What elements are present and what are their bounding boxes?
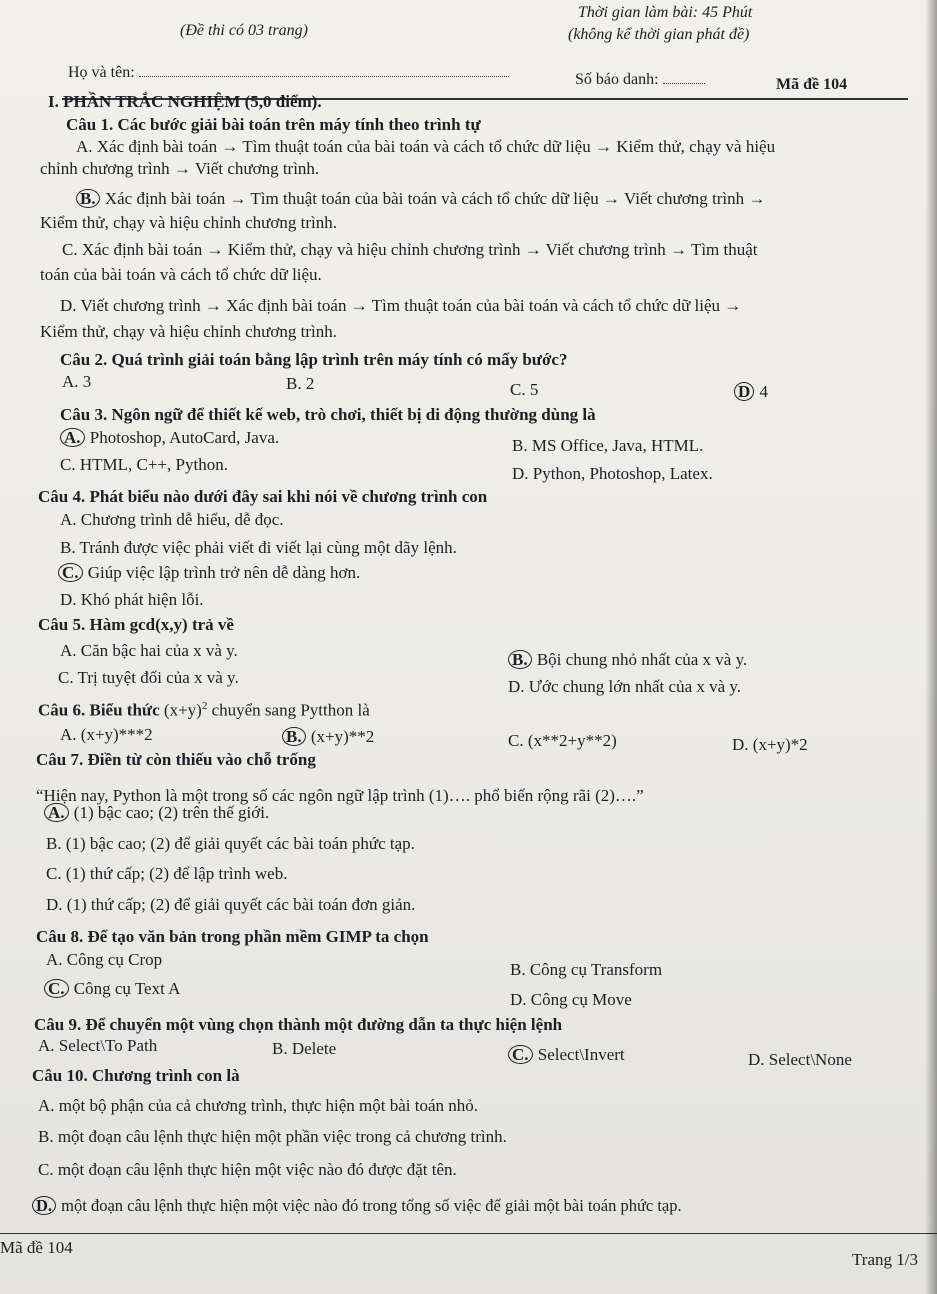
q7-selected-a: A. (44, 803, 69, 822)
q7-quote: “Hiện nay, Python là một trong số các ngôn ngữ lập trình (1)…. phổ biến rộng rãi (2)….” (36, 786, 644, 805)
q3-option-d: D. Python, Photoshop, Latex. (512, 464, 713, 483)
q1-stem: Câu 1. Các bước giải bài toán trên máy tính theo trình tự (66, 115, 481, 134)
q9-selected-c: C. (508, 1045, 533, 1064)
page-edge-shadow (925, 0, 937, 1294)
footer-page-number: Trang 1/3 (852, 1250, 918, 1269)
name-label: Họ và tên: (68, 64, 135, 81)
q4-stem: Câu 4. Phát biểu nào dưới đây sai khi nói về chương trình con (38, 487, 488, 506)
q6-stem: Câu 6. Biểu thức $(x+y)^2$ chuyển sang Pytthon là (38, 700, 370, 720)
q7-option-d: D. (1) thứ cấp; (2) để giải quyết các bài toán đơn giản. (46, 895, 416, 914)
q4-option-c: C. Giúp việc lập trình trở nên dễ dàng hơn. (58, 563, 360, 583)
q8-option-d: D. Công cụ Move (510, 990, 632, 1009)
q1-selected-b: B. (76, 189, 100, 208)
q6-option-d: D. (x+y)*2 (732, 735, 808, 754)
q1-option-c-line2: toán của bài toán và cách tổ chức dữ liệu. (40, 265, 322, 284)
time-label: Thời gian làm bài: 45 Phút (578, 4, 753, 21)
q1-option-a-line1: A. Xác định bài toán → Tìm thuật toán của bài toán và cách tổ chức dữ liệu → Kiểm thử, chạy và hiệu (76, 137, 776, 156)
q10-option-c: C. một đoạn câu lệnh thực hiện một việc nào đó được đặt tên. (38, 1160, 457, 1179)
q1-option-b-line2: Kiểm thử, chạy và hiệu chỉnh chương trình. (40, 213, 337, 232)
q6-option-b: B. (x+y)**2 (282, 727, 374, 747)
q10-option-b: B. một đoạn câu lệnh thực hiện một phần việc trong cả chương trình. (38, 1127, 507, 1146)
id-field (575, 71, 705, 89)
q9-option-b: B. Delete (272, 1039, 337, 1058)
name-blank (139, 76, 509, 77)
q10-selected-d: D. (32, 1196, 56, 1215)
q5-selected-b: B. (508, 650, 532, 669)
q5-option-c: C. Trị tuyệt đối của x và y. (58, 668, 239, 687)
pages-note: (Đề thi có 03 trang) (180, 22, 308, 39)
q10-option-d: D. một đoạn câu lệnh thực hiện một việc nào đó trong tổng số việc để giải một bài toán phức tạp. (32, 1196, 682, 1216)
q1-option-c-line1: C. Xác định bài toán → Kiểm thử, chạy và hiệu chỉnh chương trình → Viết chương trình → Tìm thuật (62, 240, 758, 259)
q1-option-d-line2: Kiểm thử, chạy và hiệu chỉnh chương trình. (40, 322, 337, 341)
q8-selected-c: C. (44, 979, 69, 998)
q4-option-d: D. Khó phát hiện lỗi. (60, 590, 204, 609)
q3-option-c: C. HTML, C++, Python. (60, 455, 228, 474)
q9-option-d: D. Select\None (748, 1050, 852, 1069)
q2-stem: Câu 2. Quá trình giải toán bằng lập trình trên máy tính có mấy bước? (60, 350, 568, 369)
q9-option-c: C. Select\Invert (508, 1045, 625, 1065)
q3-stem: Câu 3. Ngôn ngữ để thiết kế web, trò chơi, thiết bị di động thường dùng là (60, 405, 596, 424)
q7-option-c: C. (1) thứ cấp; (2) để lập trình web. (46, 864, 288, 883)
section-title: I. PHẦN TRẮC NGHIỆM (5,0 điểm). (48, 92, 322, 111)
q2-selected-d: D (734, 382, 754, 401)
q7-option-a: A. (1) bậc cao; (2) trên thế giới. (44, 803, 269, 823)
q3-option-b: B. MS Office, Java, HTML. (512, 436, 704, 455)
q4-option-b: B. Tránh được việc phải viết đi viết lại cùng một dãy lệnh. (60, 538, 457, 557)
q5-option-d: D. Ước chung lớn nhất của x và y. (508, 677, 742, 696)
q4-selected-c: C. (58, 563, 83, 582)
time-note: (không kể thời gian phát đề) (568, 26, 750, 43)
q9-stem: Câu 9. Để chuyển một vùng chọn thành một đường dẫn ta thực hiện lệnh (34, 1015, 563, 1034)
q2-option-d: D 4 (734, 382, 768, 402)
q6-option-c: C. (x**2+y**2) (508, 731, 617, 750)
q10-stem: Câu 10. Chương trình con là (32, 1066, 240, 1085)
q5-option-b: B. Bội chung nhỏ nhất của x và y. (508, 650, 747, 670)
q7-stem: Câu 7. Điền từ còn thiếu vào chỗ trống (36, 750, 316, 769)
id-label: Số báo danh: (575, 71, 659, 88)
q10-option-a: A. một bộ phận của cả chương trình, thực hiện một bài toán nhỏ. (38, 1096, 479, 1115)
q8-option-c: C. Công cụ Text A (44, 979, 180, 999)
q1-option-a-line2: chỉnh chương trình → Viết chương trình. (40, 159, 320, 178)
q3-selected-a: A. (60, 428, 85, 447)
q4-option-a: A. Chương trình dễ hiểu, dễ đọc. (60, 510, 284, 529)
q1-option-b-line1: B. Xác định bài toán → Tìm thuật toán của bài toán và cách tổ chức dữ liệu → Viết chương trình → (76, 189, 765, 209)
q2-option-c: C. 5 (510, 380, 539, 399)
q6-option-a: A. (x+y)***2 (60, 725, 153, 744)
q9-option-a: A. Select\To Path (38, 1036, 158, 1055)
q2-option-b: B. 2 (286, 374, 315, 393)
q3-option-a: A. Photoshop, AutoCard, Java. (60, 428, 279, 448)
q8-option-b: B. Công cụ Transform (510, 960, 663, 979)
q1-option-d-line1: D. Viết chương trình → Xác định bài toán → Tìm thuật toán của bài toán và cách tổ chức dữ liệu → (60, 296, 742, 315)
name-field (68, 64, 509, 82)
q8-stem: Câu 8. Để tạo văn bản trong phần mềm GIMP ta chọn (36, 927, 429, 946)
q7-option-b: B. (1) bậc cao; (2) để giải quyết các bài toán phức tạp. (46, 834, 415, 853)
footer-exam-code: Mã đề 104 (0, 1238, 73, 1257)
q5-option-a: A. Căn bậc hai của x và y. (60, 641, 238, 660)
footer-rule (0, 1233, 937, 1234)
q2-option-a: A. 3 (62, 372, 92, 391)
q5-stem: Câu 5. Hàm gcd(x,y) trả về (38, 615, 234, 634)
q6-selected-b: B. (282, 727, 306, 746)
id-blank (663, 83, 705, 84)
q8-option-a: A. Công cụ Crop (46, 950, 163, 969)
exam-code: Mã đề 104 (776, 76, 848, 93)
